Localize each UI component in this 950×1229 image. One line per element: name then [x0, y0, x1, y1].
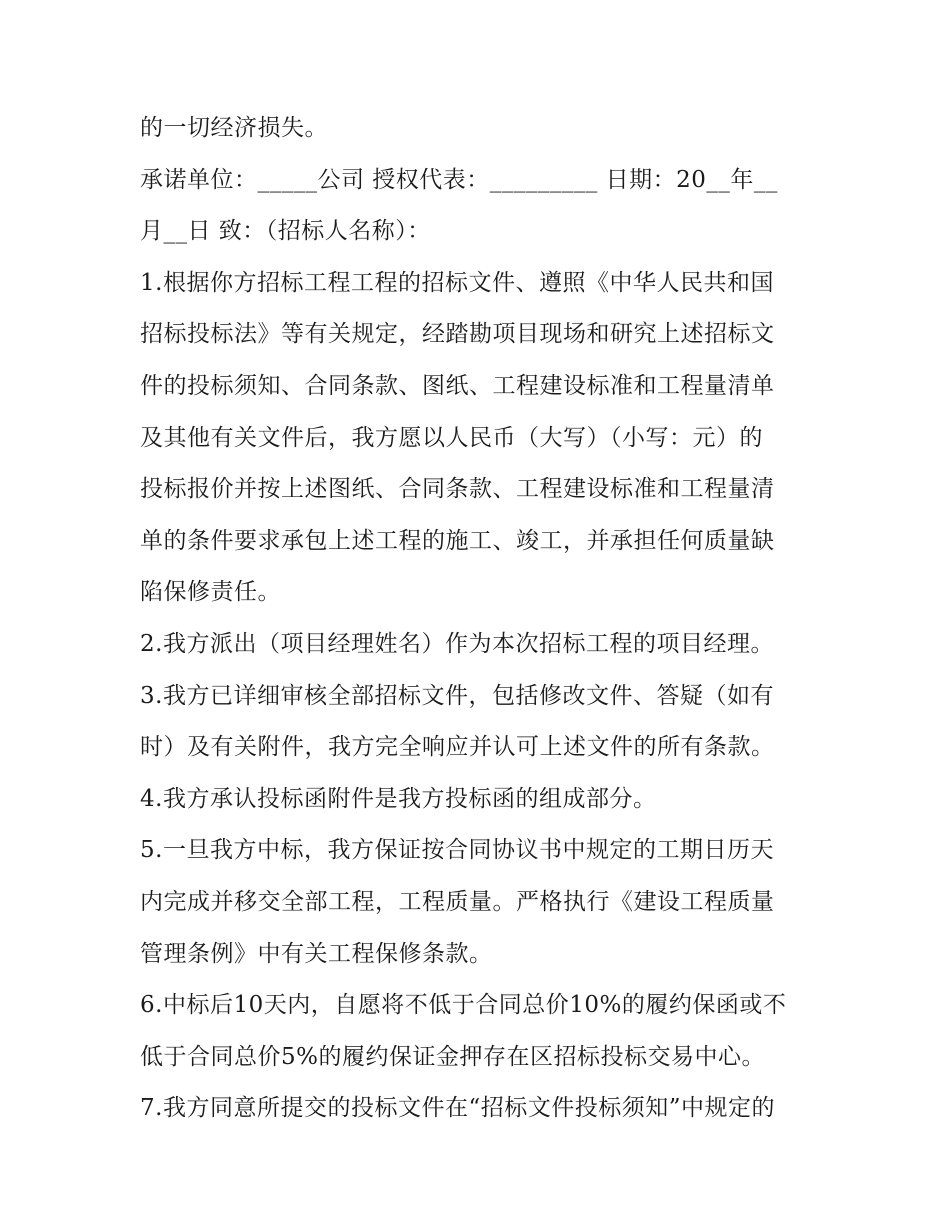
- text-line: 4.我方承认投标函附件是我方投标函的组成部分。: [140, 785, 657, 812]
- text-line: 承诺单位：_____公司 授权代表：_________ 日期：20__年__: [140, 166, 778, 193]
- text-line: 月__日 致：（招标人名称）：: [140, 218, 431, 245]
- text-line: 2.我方派出（项目经理姓名）作为本次招标工程的项目经理。: [140, 630, 774, 657]
- text-line: 的一切经济损失。: [140, 115, 328, 141]
- text-line: 6.中标后10天内，自愿将不低于合同总价10%的履约保函或不: [140, 992, 787, 1019]
- text-line: 内完成并移交全部工程，工程质量。严格执行《建设工程质量: [140, 888, 775, 915]
- text-line: 3.我方已详细审核全部招标文件，包括修改文件、答疑（如有: [140, 682, 774, 709]
- text-line: 7.我方同意所提交的投标文件在“招标文件投标须知”中规定的: [140, 1095, 775, 1122]
- text-line: 单的条件要求承包上述工程的施工、竣工，并承担任何质量缺: [140, 527, 775, 554]
- text-line: 时）及有关附件，我方完全响应并认可上述文件的所有条款。: [140, 734, 775, 761]
- text-line: 件的投标须知、合同条款、图纸、工程建设标准和工程量清单: [140, 372, 775, 399]
- text-line: 陷保修责任。: [140, 579, 281, 606]
- text-line: 管理条例》中有关工程保修条款。: [140, 940, 493, 967]
- text-line: 投标报价并按上述图纸、合同条款、工程建设标准和工程量清: [140, 476, 775, 503]
- text-line: 及其他有关文件后，我方愿以人民币（大写）（小写：元）的: [140, 424, 763, 451]
- text-line: 5.一旦我方中标，我方保证按合同协议书中规定的工期日历天: [140, 837, 774, 864]
- text-line: 1.根据你方招标工程工程的招标文件、遵照《中华人民共和国: [140, 269, 774, 296]
- document-body: [140, 103, 820, 1135]
- text-line: 低于合同总价5%的履约保证金押存在区招标投标交易中心。: [140, 1043, 765, 1070]
- text-line: 招标投标法》等有关规定，经踏勘项目现场和研究上述招标文: [140, 321, 775, 348]
